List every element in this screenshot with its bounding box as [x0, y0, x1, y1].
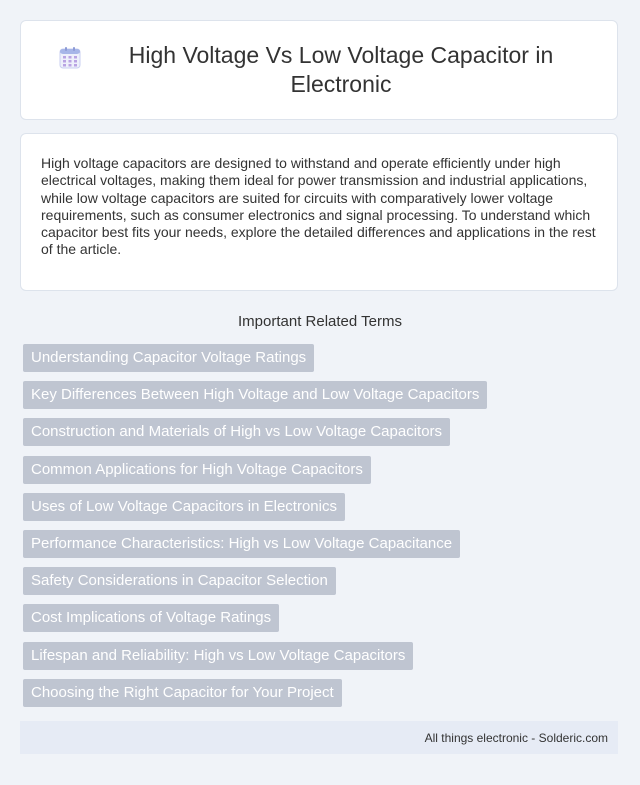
related-term-link[interactable]: Performance Characteristics: High vs Low Voltage Capacitance	[23, 530, 460, 558]
related-term-link[interactable]: Choosing the Right Capacitor for Your Project	[23, 679, 342, 707]
page-title: High Voltage Vs Low Voltage Capacitor in Electronic	[128, 42, 554, 97]
related-term-link[interactable]: Uses of Low Voltage Capacitors in Electronics	[23, 493, 345, 521]
calendar-icon	[59, 47, 81, 69]
related-term-link[interactable]: Safety Considerations in Capacitor Selection	[23, 567, 336, 595]
related-term-link[interactable]: Construction and Materials of High vs Low Voltage Capacitors	[23, 418, 450, 446]
related-term-link[interactable]: Common Applications for High Voltage Capacitors	[23, 456, 371, 484]
title-wrap	[59, 41, 579, 99]
related-term-link[interactable]: Key Differences Between High Voltage and Low Voltage Capacitors	[23, 381, 487, 409]
title-card	[20, 20, 618, 120]
related-term-link[interactable]: Understanding Capacitor Voltage Ratings	[23, 344, 314, 372]
footer-text: All things electronic - Solderic.com	[424, 730, 608, 745]
intro-paragraph: High voltage capacitors are designed to withstand and operate efficiently under high electrical voltages, making them ideal for power transmission and industrial applications, while low voltage capacitors are suited for circuits with comparatively lower voltage requirements, such as consumer electronics and signal processing. To understand which capacitor best fits your needs, explore the detailed differences and applications in the rest of the article.	[41, 155, 596, 258]
related-terms-heading: Important Related Terms	[238, 313, 402, 330]
intro-card	[20, 133, 618, 291]
related-term-link[interactable]: Lifespan and Reliability: High vs Low Voltage Capacitors	[23, 642, 413, 670]
related-term-link[interactable]: Cost Implications of Voltage Ratings	[23, 604, 279, 632]
related-terms-list	[23, 344, 613, 716]
footer	[20, 721, 618, 754]
